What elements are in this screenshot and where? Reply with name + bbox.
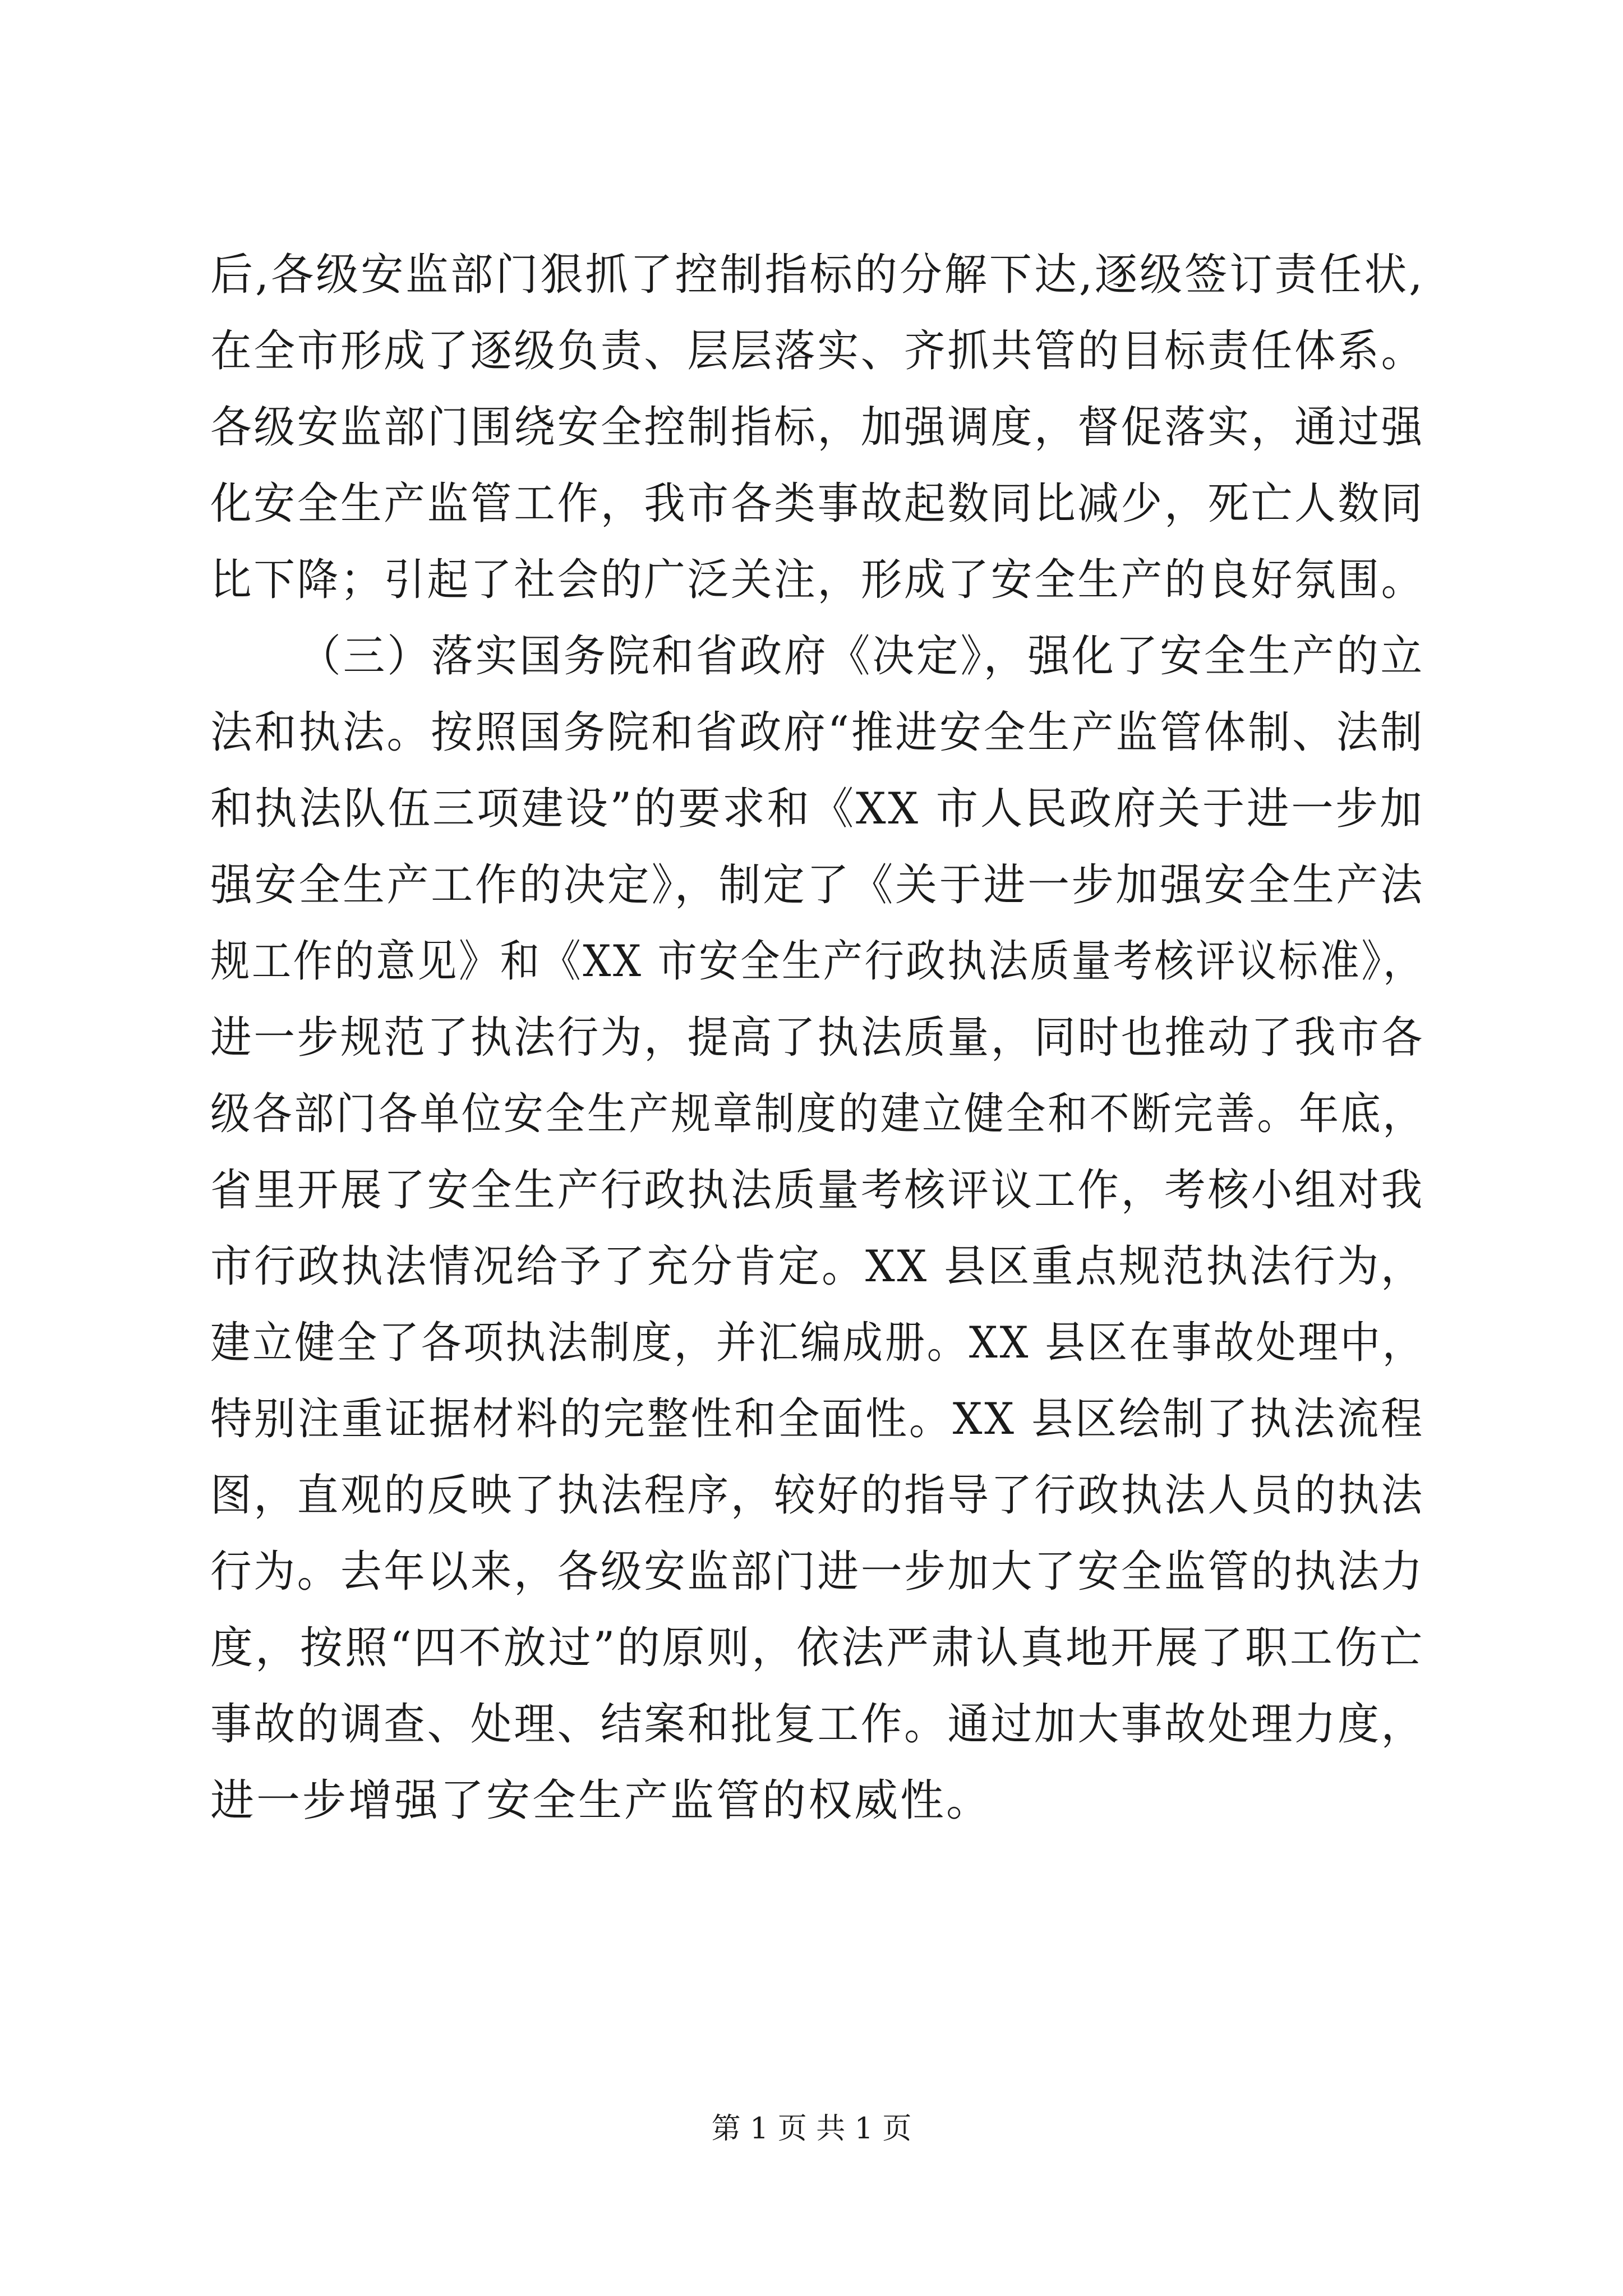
body-line-3: 各级安监部门围绕安全控制指标，加强调度，督促落实，通过强 bbox=[210, 402, 1425, 453]
body-line-2: 在全市形成了逐级负责、层层落实、齐抓共管的目标责任体系。 bbox=[210, 326, 1425, 376]
body-line-7: 法和执法。按照国务院和省政府“推进安全生产监管体制、法制 bbox=[210, 707, 1424, 758]
body-line-1: 后,各级安监部门狠抓了控制指标的分解下达,逐级签订责任状, bbox=[210, 250, 1425, 300]
body-line-12: 级各部门各单位安全生产规章制度的建立健全和不断完善。年底， bbox=[210, 1089, 1425, 1139]
body-line-14: 市行政执法情况给予了充分肯定。XX 县区重点规范执法行为， bbox=[210, 1241, 1424, 1292]
body-line-9: 强安全生产工作的决定》，制定了《关于进一步加强安全生产法 bbox=[210, 860, 1425, 910]
body-line-6: （三）落实国务院和省政府《决定》，强化了安全生产的立 bbox=[299, 631, 1425, 682]
body-line-8: 和执法队伍三项建设”的要求和《XX 市人民政府关于进一步加 bbox=[210, 784, 1424, 834]
body-line-10: 规工作的意见》和《XX 市安全生产行政执法质量考核评议标准》， bbox=[210, 936, 1424, 987]
page-footer: 第 1 页 共 1 页 bbox=[711, 2112, 912, 2146]
body-line-11: 进一步规范了执法行为，提高了执法质量，同时也推动了我市各 bbox=[210, 1013, 1425, 1063]
body-line-21: 进一步增强了安全生产监管的权威性。 bbox=[210, 1775, 993, 1826]
body-line-20: 事故的调查、处理、结案和批复工作。通过加大事故处理力度， bbox=[210, 1699, 1425, 1750]
body-line-17: 图，直观的反映了执法程序，较好的指导了行政执法人员的执法 bbox=[210, 1470, 1425, 1521]
body-line-18: 行为。去年以来，各级安监部门进一步加大了安全监管的执法力 bbox=[210, 1547, 1425, 1597]
body-line-15: 建立健全了各项执法制度，并汇编成册。XX 县区在事故处理中， bbox=[210, 1318, 1424, 1368]
body-line-16: 特别注重证据材料的完整性和全面性。XX 县区绘制了执法流程 bbox=[210, 1394, 1424, 1444]
body-line-19: 度，按照“四不放过”的原则，依法严肃认真地开展了职工伤亡 bbox=[210, 1623, 1424, 1673]
body-line-5: 比下降；引起了社会的广泛关注，形成了安全生产的良好氛围。 bbox=[210, 555, 1425, 605]
body-line-13: 省里开展了安全生产行政执法质量考核评议工作，考核小组对我 bbox=[210, 1165, 1425, 1216]
body-line-4: 化安全生产监管工作，我市各类事故起数同比减少，死亡人数同 bbox=[210, 478, 1425, 529]
